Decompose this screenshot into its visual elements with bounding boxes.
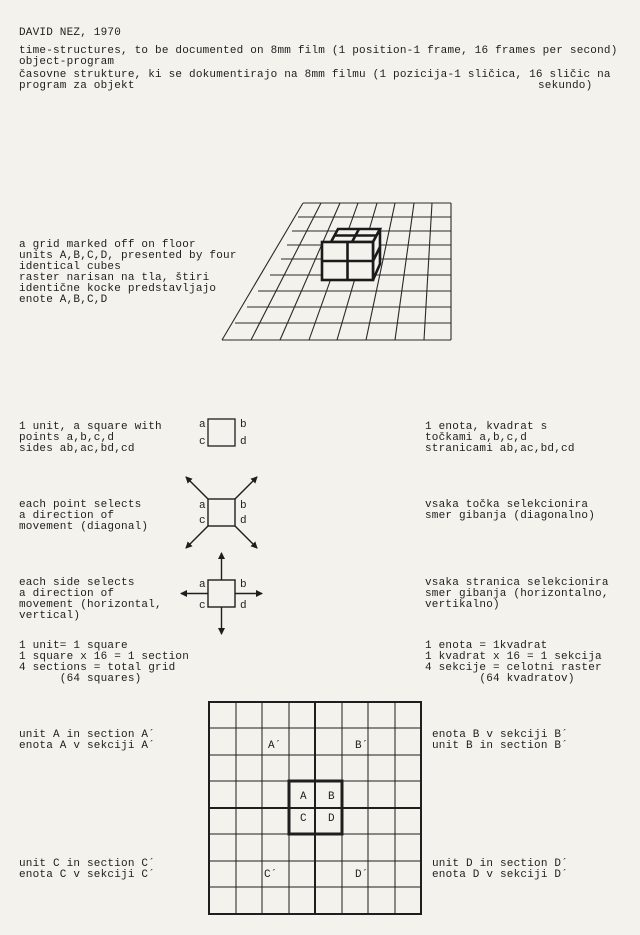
unit-point-d: d (240, 436, 247, 448)
title-sl-line2b: sekundo) (538, 80, 593, 92)
unit-square (208, 419, 235, 446)
grid-label-section-c: C´ (264, 869, 278, 881)
diagonal-point-a: a (199, 500, 206, 512)
grid-label-unit-c: C (300, 813, 307, 825)
grid-label-unit-d: D (328, 813, 335, 825)
title-en-line2: object-program (19, 56, 115, 68)
section-b-description: enota B v sekciji B´ unit B in section B´ (432, 729, 569, 752)
unit-description-sl: 1 enota, kvadrat s točkami a,b,c,d stranicami ab,ac,bd,cd (425, 421, 575, 455)
side-description-en: each side selects a direction of movement (horizontal, vertical) (19, 577, 162, 622)
side-description-sl: vsaka stranica selekcionira smer gibanja (horizontalno, vertikalno) (425, 577, 609, 611)
four-cubes (322, 229, 380, 280)
orthogonal-point-d: d (240, 600, 247, 612)
section-c-description: unit C in section C´ enota C v sekciji C´ (19, 858, 156, 881)
grid-label-unit-b: B (328, 791, 335, 803)
title-en-line1: time-structures, to be documented on 8mm film (1 position-1 frame, 16 frames per second) (19, 45, 618, 57)
unit-point-a: a (199, 419, 206, 431)
grid-label-unit-a: A (300, 791, 307, 803)
author-line: DAVID NEZ, 1970 (19, 27, 122, 39)
orthogonal-point-c: c (199, 600, 206, 612)
orthogonal-directions (181, 553, 262, 634)
grid-label-section-d: D´ (355, 869, 369, 881)
orthogonal-point-a: a (199, 579, 206, 591)
point-description-sl: vsaka točka selekcionira smer gibanja (diagonalno) (425, 499, 596, 522)
unit-point-b: b (240, 419, 247, 431)
diagonal-directions (186, 477, 257, 548)
unit-description-en: 1 unit, a square with points a,b,c,d sides ab,ac,bd,cd (19, 421, 162, 455)
orthogonal-point-b: b (240, 579, 247, 591)
grid-label-section-a: A´ (268, 740, 282, 752)
totals-sl: 1 enota = 1kvadrat 1 kvadrat x 16 = 1 sekcija 4 sekcije = celotni raster (64 kvadratov) (425, 640, 602, 685)
grid-description-en: a grid marked off on floor units A,B,C,D, presented by four identical cubes (19, 239, 237, 273)
grid-label-section-b: B´ (355, 740, 369, 752)
diagonal-point-c: c (199, 515, 206, 527)
totals-en: 1 unit= 1 square 1 square x 16 = 1 section 4 sections = total grid (64 squares) (19, 640, 190, 685)
point-description-en: each point selects a direction of movement (diagonal) (19, 499, 149, 533)
diagonal-point-b: b (240, 500, 247, 512)
title-sl-line2a: program za objekt (19, 80, 135, 92)
title-sl-line1: časovne strukture, ki se dokumentirajo na 8mm filmu (1 pozicija-1 sličica, 16 sličic na (19, 69, 611, 81)
unit-point-c: c (199, 436, 206, 448)
diagonal-point-d: d (240, 515, 247, 527)
grid-description-sl: raster narisan na tla, štiri identične kocke predstavljajo enote A,B,C,D (19, 272, 217, 306)
section-d-description: unit D in section D´ enota D v sekciji D´ (432, 858, 569, 881)
total-grid (209, 702, 421, 914)
section-a-description: unit A in section A´ enota A v sekciji A´ (19, 729, 156, 752)
